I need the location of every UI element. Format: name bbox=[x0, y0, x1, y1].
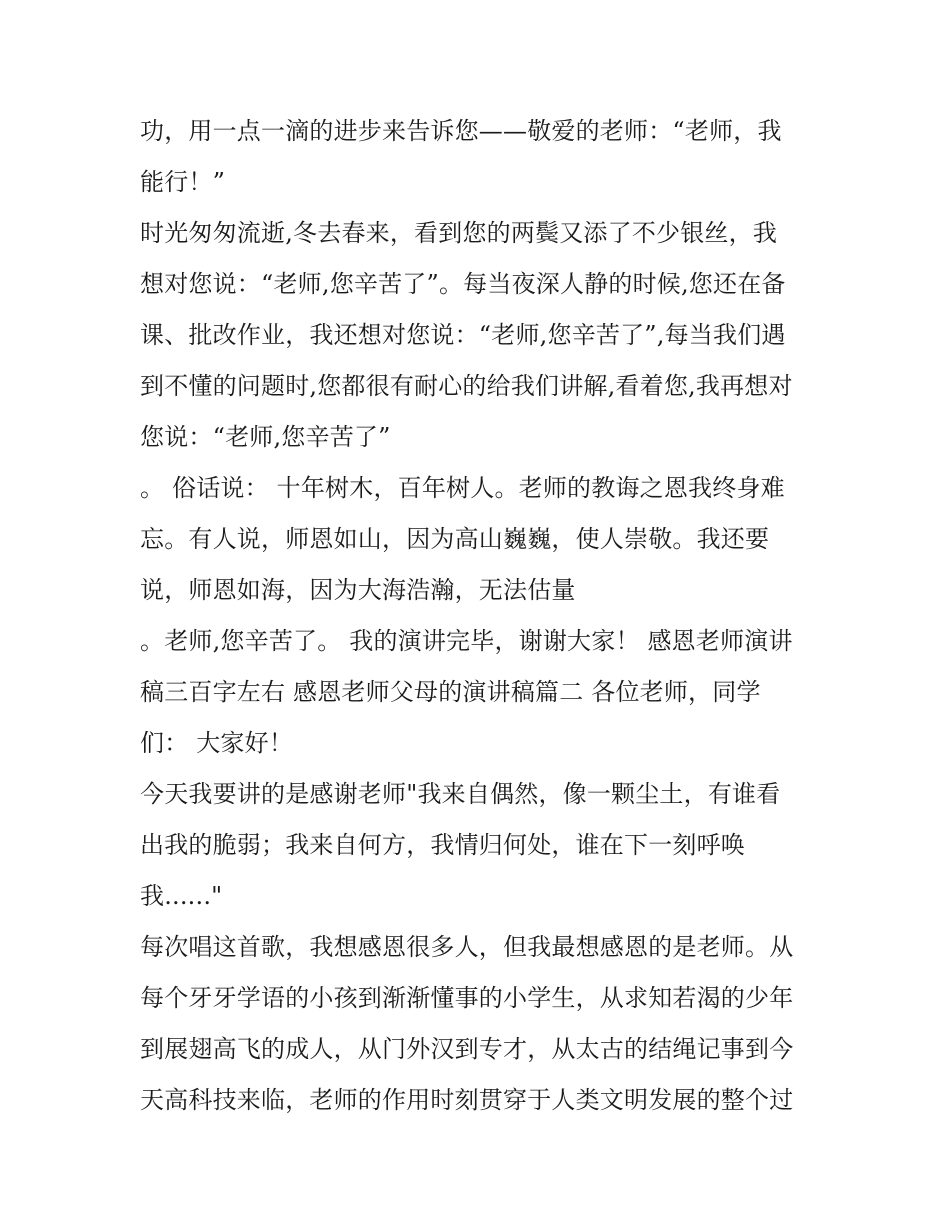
text-line: 。 俗话说： 十年树木，百年树人。老师的教诲之恩我终身难 bbox=[140, 474, 785, 502]
text-line: 们： 大家好！ bbox=[140, 729, 294, 757]
body-text bbox=[140, 106, 820, 1126]
text-line: 出我的脆弱；我来自何方，我情归何处，谁在下一刻呼唤 bbox=[140, 831, 745, 859]
text-line: 每次唱这首歌，我想感恩很多人，但我最想感恩的是老师。从 bbox=[140, 933, 794, 961]
text-line: 说，师恩如海，因为大海浩瀚，无法估量 bbox=[140, 576, 576, 604]
text-line: 每个牙牙学语的小孩到渐渐懂事的小学生，从求知若渴的少年 bbox=[140, 984, 794, 1012]
text-line: 到不懂的问题时,您都很有耐心的给我们讲解,看着您,我再想对 bbox=[140, 372, 793, 400]
text-line: 忘。有人说，师恩如山，因为高山巍巍，使人崇敬。我还要 bbox=[140, 525, 770, 553]
text-line: 今天我要讲的是感谢老师"我来自偶然，像一颗尘土，有谁看 bbox=[140, 780, 781, 808]
text-line: 功，用一点一滴的进步来告诉您——敬爱的老师：“老师，我 bbox=[140, 117, 782, 145]
text-line: 稿三百字左右 感恩老师父母的演讲稿篇二 各位老师，同学 bbox=[140, 678, 761, 706]
text-line: 到展翅高飞的成人，从门外汉到专才，从太古的结绳记事到今 bbox=[140, 1035, 794, 1063]
text-line: 。老师,您辛苦了。 我的演讲完毕，谢谢大家！ 感恩老师演讲 bbox=[140, 627, 793, 655]
text-line: 能行！” bbox=[140, 168, 226, 196]
text-line: 课、批改作业，我还想对您说：“老师,您辛苦了”,每当我们遇 bbox=[140, 321, 786, 349]
text-line: 您说：“老师,您辛苦了” bbox=[140, 423, 391, 451]
text-line: 想对您说：“老师,您辛苦了”。每当夜深人静的时候,您还在备 bbox=[140, 270, 786, 298]
text-line: 天高科技来临，老师的作用时刻贯穿于人类文明发展的整个过 bbox=[140, 1086, 794, 1114]
text-line: 时光匆匆流逝,冬去春来，看到您的两鬓又添了不少银丝，我 bbox=[140, 219, 778, 247]
text-line: 我......" bbox=[140, 882, 223, 910]
